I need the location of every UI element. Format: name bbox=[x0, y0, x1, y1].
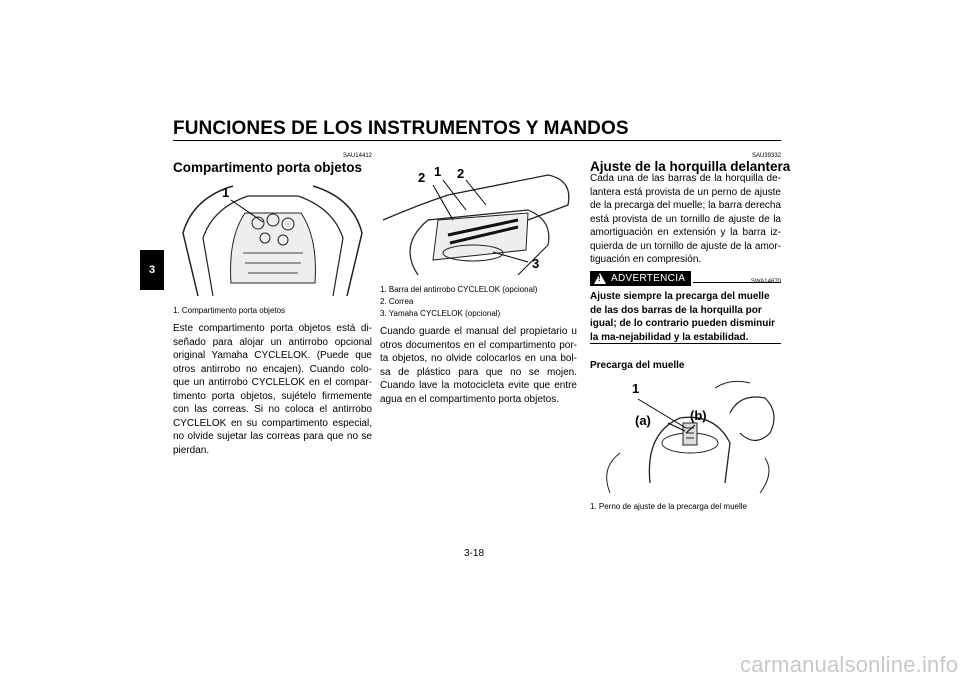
figure-callout-1: 1 bbox=[632, 381, 640, 396]
header-rule bbox=[173, 140, 781, 141]
page-header-title: FUNCIONES DE LOS INSTRUMENTOS Y MANDOS bbox=[173, 118, 629, 139]
section-tab: 3 bbox=[140, 250, 164, 290]
warning-bottom-rule bbox=[590, 343, 781, 344]
section-heading: Ajuste de la horquilla delantera bbox=[590, 159, 791, 174]
figure-callout-3: 3 bbox=[532, 256, 540, 271]
section-code: SAU39332 bbox=[751, 153, 781, 159]
figure-callout-b: (b) bbox=[690, 408, 707, 423]
figure-caption-1: 1. Barra del antirrobo CYCLELOK (opcional) bbox=[380, 285, 538, 294]
warning-label-box bbox=[590, 271, 691, 286]
cyclelok-figure bbox=[378, 165, 577, 280]
body-text: Cada una de las barras de la horquilla de-lantera está provista de un perno de ajuste de la precarga del muelle; la barra derecha está provista de un tornillo de ajuste de la amortiguación en extensión y la barra iz-quierda de un tornillo de ajuste de la amor-tiguación en compresión. bbox=[590, 173, 781, 265]
warning-code: SWA14670 bbox=[750, 279, 781, 285]
body-text: Cuando guarde el manual del propietario u otros documentos en el compartimento por-ta objetos, no olvide colocarlos en una bol-sa de plástico para que no se mojen. Cuando lave la motocicleta evite que entre agua en el compartimento porta objetos. bbox=[380, 326, 577, 405]
figure-caption-2: 2. Correa bbox=[380, 297, 414, 306]
figure-callout-a: (a) bbox=[635, 413, 651, 428]
warning-triangle-icon: ! bbox=[594, 273, 606, 284]
figure-caption: 1. Compartimento porta objetos bbox=[173, 306, 286, 315]
figure-callout-1: 1 bbox=[222, 185, 230, 200]
section-code: SAU14412 bbox=[342, 153, 372, 159]
subheading: Precarga del muelle bbox=[590, 360, 685, 371]
storage-compartment-figure bbox=[173, 178, 372, 300]
figure-callout-2b: 2 bbox=[457, 166, 465, 181]
section-heading: Compartimento porta objetos bbox=[173, 160, 363, 175]
warning-label: ADVERTENCIA bbox=[611, 272, 686, 284]
body-text: Este compartimento porta objetos está di-señado para alojar un antirrobo opcional original Yamaha CYCLELOK. (Puede que otros antirrobo no encajen). Cuando colo-que un antirrobo CYCLELOK en el compar-timento porta objetos, sujételo firmemente con las correas. Si no coloca el antirrobo CYCLELOK en su compartimento especial, no olvide sujetar las correas para que no se pierdan. bbox=[173, 323, 372, 456]
fork-preload-figure bbox=[590, 373, 781, 496]
page-number: 3-18 bbox=[464, 548, 485, 559]
figure-callout-2a: 2 bbox=[418, 170, 426, 185]
figure-caption: 1. Perno de ajuste de la precarga del muelle bbox=[590, 502, 747, 511]
watermark: carmanualsonline.info bbox=[740, 652, 959, 677]
figure-caption-3: 3. Yamaha CYCLELOK (opcional) bbox=[380, 309, 501, 318]
figure-callout-1: 1 bbox=[434, 164, 442, 179]
warning-text: Ajuste siempre la precarga del muelle de las dos barras de la horquilla por igual; de lo contrario pueden disminuir la ma-nejabilidad y la estabilidad. bbox=[590, 291, 776, 343]
